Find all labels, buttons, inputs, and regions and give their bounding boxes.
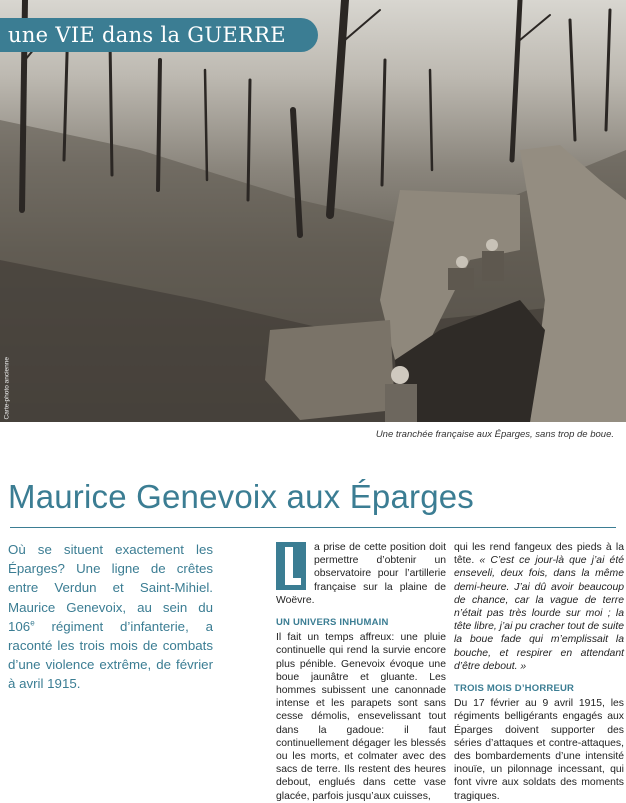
dropcap-l [276,542,306,590]
title-divider [10,527,616,528]
heading-trois-mois: TROIS MOIS D’HORREUR [454,683,575,695]
article-column-3 [454,541,624,803]
column-2-lead: a prise de cette position doit permettre d’obtenir un observatoire pour l’artillerie française sur la plaine de Woëvre. [276,542,446,606]
article-intro: Où se situent exactement les Éparges? Une ligne de crêtes entre Verdun et Saint-Mihiel. Maurice Genevoix, au sein du 106e régiment d’infanterie, a raconté les trois mois de combats d’une violence extrême, de février à avril 1915. [8,542,213,692]
article-title: Maurice Genevoix aux Éparges [8,478,475,515]
photo-credit: Carte-photo ancienne [3,356,11,420]
photo-caption: Une tranchée française aux Éparges, sans trop de boue. [375,429,614,440]
article-column-2 [276,541,446,803]
column-3-lead: qui les rend fangeux des pieds à la tête. « C’est ce jour-là que j’ai été enseveli, deux fois, dans la même demi-heure. J’ai dû avoir beaucoup de chance, car la vague de terre n’était pas très lourde sur moi ; la tête libre, j’ai pu cracher tout de suite la boue fade qui m’emplissait la bouche, et respirer en attendant d’être debout. » [454,542,624,672]
genevoix-quote: « C’est ce jour-là que j’ai été enseveli, deux fois, dans la même demi-heure. J’ai dû avoir beaucoup de chance, car la vague de terre n’était pas très lourde sur moi ; la tête libre, j’ai pu cracher tout de suite la boue fade qui m’emplissait la bouche, et respirer en attendant d’être debout. » [454,555,624,672]
column-2-body: Il fait un temps affreux: une pluie continuelle qui rend la survie encore plus pénible. Genevoix évoque une boue jaunâtre et gluante. Les hommes subissent une canonnade intense et les parapets sont sans cesse démolis, ensevelissant tout dans la gadoue: il faut continuellement dégager les blessés ou les morts, et colmater avec des sacs de terre. Ils restent des heures debout, englués dans cette vase glacée, parfois jusqu’aux cuisses, [276,632,446,802]
column-3-body: Du 17 février au 9 avril 1915, les régiments belligérants engagés aux Éparges doivent supporter des séries d’attaques et contre-attaques, des bombardements d’une intensité inouïe, un pilonnage incessant, qui font vivre aux soldats des moments tragiques. [454,698,624,802]
section-banner: une VIE dans la GUERRE [0,18,318,52]
heading-univers-inhumain: UN UNIVERS INHUMAIN [276,617,389,629]
